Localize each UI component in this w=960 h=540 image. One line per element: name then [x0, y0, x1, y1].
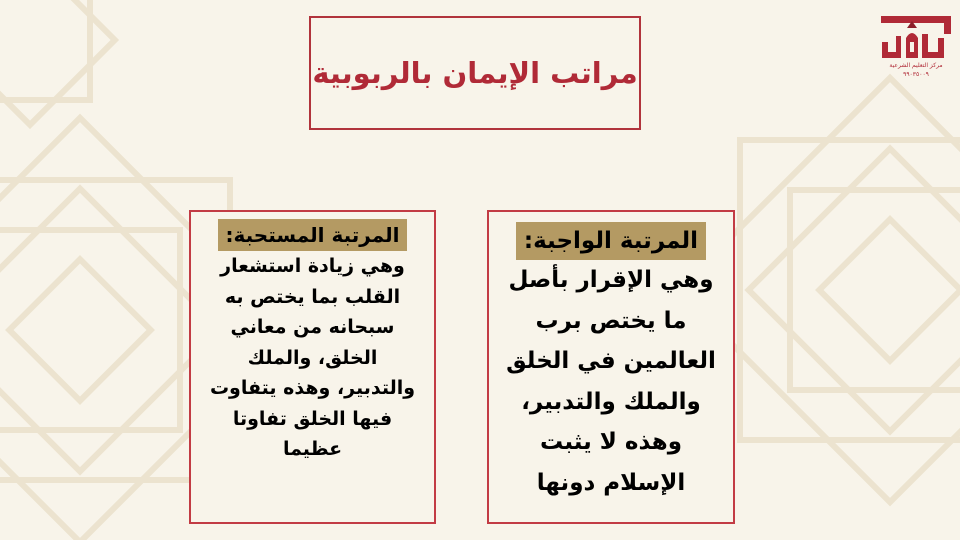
recommended-level-card [189, 210, 436, 524]
obligatory-level-card [487, 210, 735, 524]
obligatory-level-description [489, 260, 733, 503]
obligatory-line: وهذه لا يثبت [539, 429, 682, 455]
logo-number: ٩٩٠٣٥٠٠٩ [903, 71, 929, 78]
obligatory-line: ما يختص برب [535, 307, 687, 334]
obligatory-line: والملك والتدبير، [521, 388, 701, 415]
recommended-level-description [191, 251, 434, 465]
recommended-level-heading: المرتبة المستحبة: [218, 219, 408, 251]
logo-tagline: مركز التعليم الشرعية [889, 62, 943, 69]
recommended-line: فيها الخلق تفاوتا [232, 407, 393, 430]
obligatory-level-heading: المرتبة الواجبة: [516, 222, 706, 260]
page-title: مراتب الإيمان بالربوبية [312, 56, 638, 90]
recommended-line: والتدبير، وهذه يتفاوت [209, 377, 416, 399]
recommended-line: وهي زيادة استشعار [220, 255, 405, 277]
recommended-line: عظيما [282, 438, 343, 460]
obligatory-line: الإسلام دونها [536, 469, 686, 496]
recommended-line: سبحانه من معاني [230, 316, 395, 338]
obligatory-line: وهي الإقرار بأصل [508, 267, 714, 293]
title-box [309, 16, 641, 130]
recommended-line: القلب بما يختص به [224, 285, 401, 308]
recommended-line: الخلق، والملك [247, 346, 378, 369]
obligatory-line: العالمين في الخلق [506, 348, 716, 374]
